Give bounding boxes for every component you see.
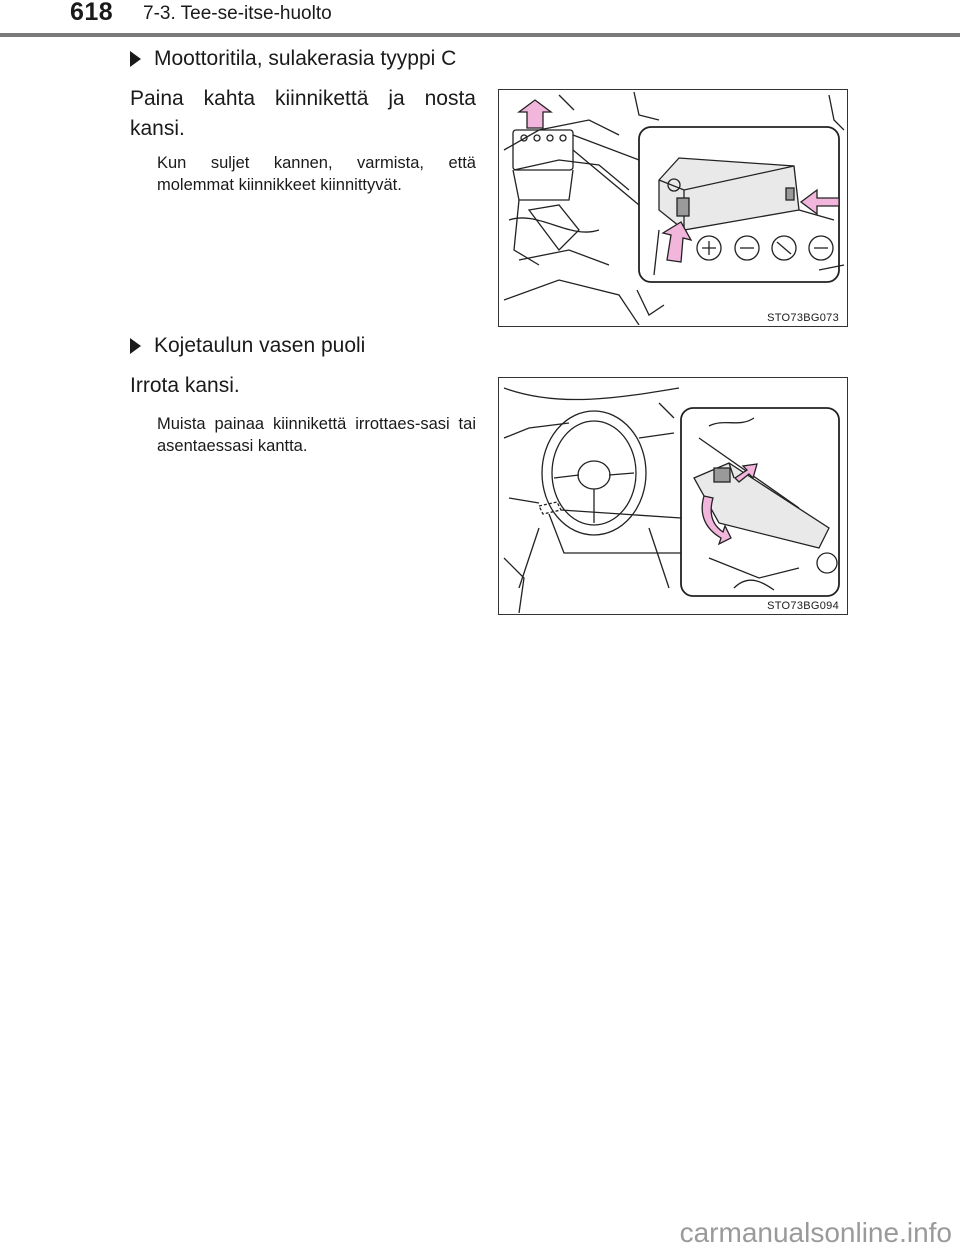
section-heading-text: Kojetaulun vasen puoli <box>154 334 366 357</box>
section-heading-engine <box>130 47 456 71</box>
figure-code: STO73BG094 <box>767 600 839 612</box>
page-number: 618 <box>70 0 114 26</box>
figure-engine-fuse-box <box>498 89 848 327</box>
header-rule <box>0 33 960 37</box>
figure-dashboard-fuse-cover <box>498 377 848 615</box>
bullet-triangle-icon <box>130 51 141 67</box>
step-instruction: Irrota kansi. <box>130 374 240 397</box>
section-title: 7-3. Tee-se-itse-huolto <box>143 3 332 24</box>
engine-fuse-box-illustration <box>499 90 846 325</box>
section-heading-text: Moottoritila, sulakerasia tyyppi C <box>154 47 457 70</box>
bullet-triangle-icon <box>130 338 141 354</box>
step-note: Muista painaa kiinnikettä irrottaes-sasi tai asentaessasi kantta. <box>157 415 476 455</box>
section-heading-dashboard <box>130 334 365 358</box>
figure-code: STO73BG073 <box>767 312 839 324</box>
page-header <box>0 0 960 40</box>
step-instruction: Paina kahta kiinnikettä ja nosta kansi. <box>130 87 476 140</box>
dashboard-cover-illustration <box>499 378 846 613</box>
watermark-text: carmanualsonline.info <box>679 1217 952 1248</box>
step-note: Kun suljet kannen, varmista, että molemmat kiinnikkeet kiinnittyvät. <box>157 154 476 194</box>
